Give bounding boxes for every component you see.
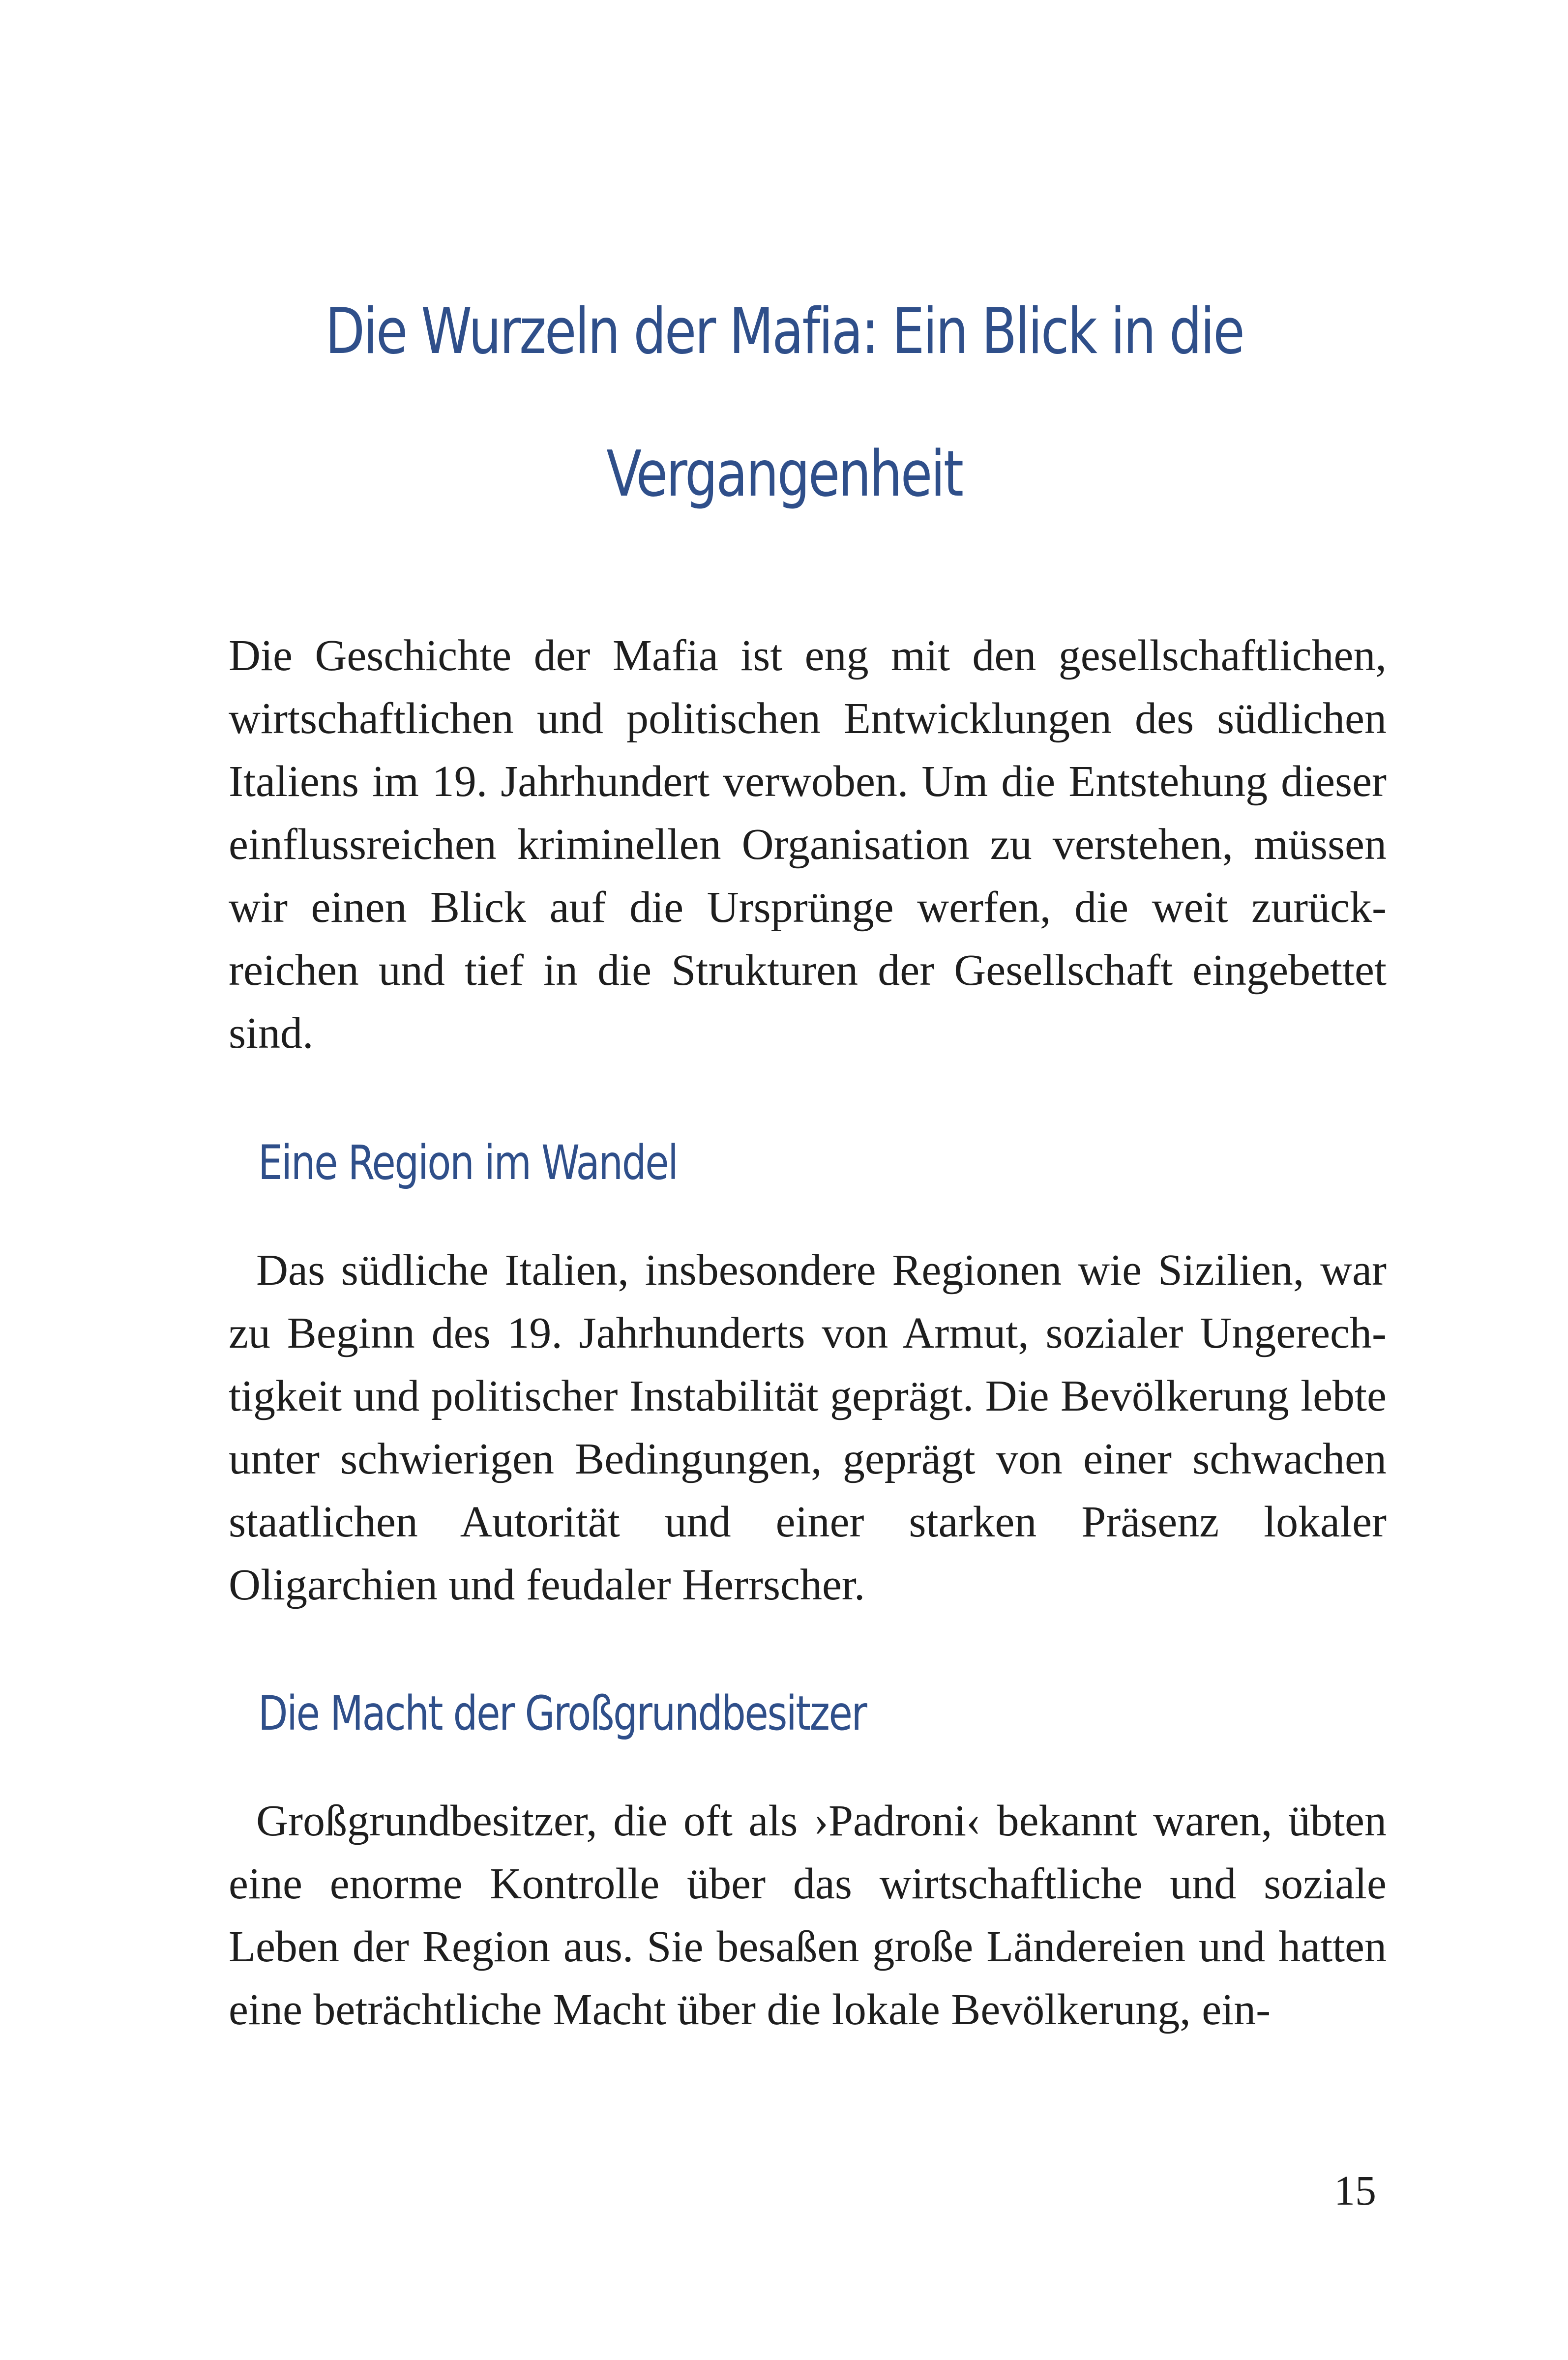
section-heading-region: Eine Region im Wandel (258, 1135, 678, 1190)
intro-paragraph: Die Geschichte der Mafia ist eng mit den gesellschaftlichen, wirtschaftlichen und politischen Entwicklungen des südlichen Italiens im 19. Jahrhundert verwoben. Um die Entstehung dieser einflussreichen kriminellen Organisation zu verstehen, müssen wir einen Blick auf die Ursprünge werfen, die weit zurückreichen und tief in die Strukturen der Gesellschaft eingebettet sind. (229, 631, 1387, 1058)
section-paragraph-region: Das südliche Italien, insbesondere Regionen wie Sizilien, war zu Beginn des 19. Jahrhunderts von Armut, sozialer Ungerechtigkeit und politischer Instabilität geprägt. Die Bevölkerung lebte unter schwierigen Bedingungen, geprägt von einer schwachen staatlichen Autorität und einer starken Präsenz lokaler Oligarchien und feudaler Herrscher. (229, 1246, 1387, 1609)
section-heading-landowners: Die Macht der Großgrundbesitzer (258, 1686, 866, 1741)
section-paragraph-landowners: Großgrundbesitzer, die oft als ›Padroni‹ bekannt waren, übten eine enorme Kontrolle über das wirtschaftliche und soziale Leben der Region aus. Sie besaßen große Ländereien und hatten eine beträchtliche Macht über die lokale Bevölkerung, ein- (229, 1797, 1387, 2034)
chapter-title: Die Wurzeln der Mafia: Ein Blick in die Vergangenheit (325, 295, 1243, 511)
page-number: 15 (1334, 2167, 1376, 2214)
